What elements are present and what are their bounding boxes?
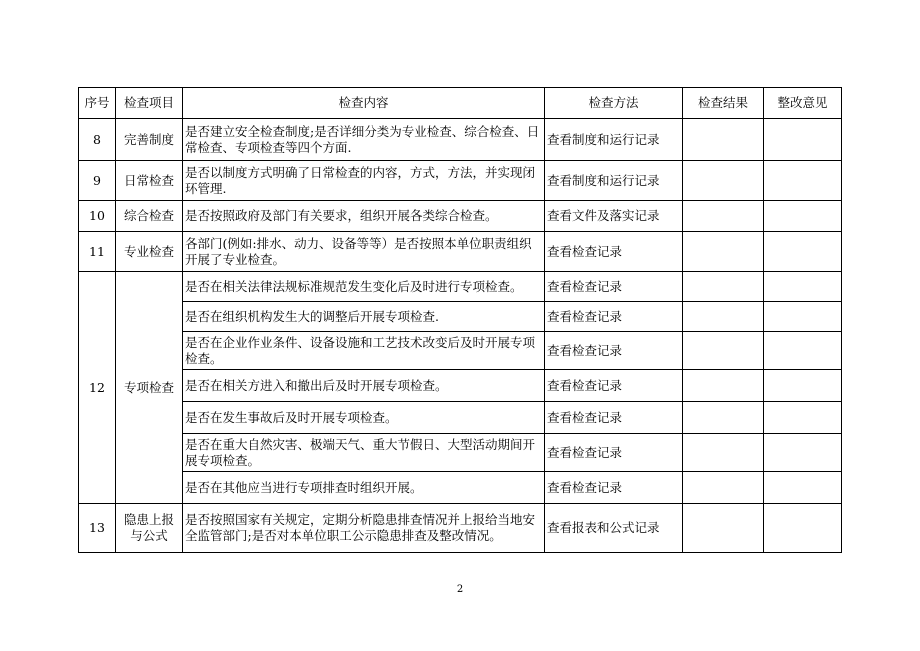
header-no: 序号 — [79, 88, 116, 119]
result-cell[interactable] — [683, 402, 764, 434]
row-content: 是否按照国家有关规定，定期分析隐患排查情况并上报给当地安全监管部门;是否对本单位职工公示隐患排查及整改情况。 — [183, 504, 545, 553]
table-row — [79, 370, 842, 402]
row-method: 查看检查记录 — [545, 402, 683, 434]
row-number: 10 — [79, 201, 116, 232]
table-row — [79, 119, 842, 161]
rectify-cell[interactable] — [764, 402, 842, 434]
row-item: 专业检查 — [116, 232, 183, 272]
result-cell[interactable] — [683, 434, 764, 472]
row-item: 综合检查 — [116, 201, 183, 232]
result-cell[interactable] — [683, 161, 764, 201]
row-content: 是否在相关法律法规标准规范发生变化后及时进行专项检查。 — [183, 272, 545, 302]
header-content: 检查内容 — [183, 88, 545, 119]
result-cell[interactable] — [683, 332, 764, 370]
table-row — [79, 161, 842, 201]
row-method: 查看检查记录 — [545, 272, 683, 302]
row-content: 各部门(例如:排水、动力、设备等等）是否按照本单位职责组织开展了专业检查。 — [183, 232, 545, 272]
result-cell[interactable] — [683, 232, 764, 272]
table-row — [79, 504, 842, 553]
row-method: 查看检查记录 — [545, 302, 683, 332]
row-content: 是否在相关方进入和撤出后及时开展专项检查。 — [183, 370, 545, 402]
table-row — [79, 434, 842, 472]
rectify-cell[interactable] — [764, 370, 842, 402]
table-row — [79, 402, 842, 434]
rectify-cell[interactable] — [764, 332, 842, 370]
row-number: 13 — [79, 504, 116, 553]
result-cell[interactable] — [683, 302, 764, 332]
row-content: 是否在发生事故后及时开展专项检查。 — [183, 402, 545, 434]
page-number: 2 — [456, 584, 464, 595]
result-cell[interactable] — [683, 272, 764, 302]
inspection-table — [78, 87, 842, 553]
row-number: 12 — [79, 272, 116, 504]
row-number: 8 — [79, 119, 116, 161]
row-content: 是否在其他应当进行专项排查时组织开展。 — [183, 472, 545, 504]
header-result: 检查结果 — [683, 88, 764, 119]
row-item: 专项检查 — [116, 272, 183, 504]
header-method: 检查方法 — [545, 88, 683, 119]
row-method: 查看检查记录 — [545, 232, 683, 272]
result-cell[interactable] — [683, 504, 764, 553]
table-row — [79, 272, 842, 302]
row-item: 完善制度 — [116, 119, 183, 161]
table-row — [79, 332, 842, 370]
header-row — [79, 88, 842, 119]
row-content: 是否建立安全检查制度;是否详细分类为专业检查、综合检查、日常检查、专项检查等四个方面. — [183, 119, 545, 161]
rectify-cell[interactable] — [764, 272, 842, 302]
row-method: 查看文件及落实记录 — [545, 201, 683, 232]
row-method: 查看检查记录 — [545, 370, 683, 402]
rectify-cell[interactable] — [764, 201, 842, 232]
row-content: 是否以制度方式明确了日常检查的内容，方式，方法，并实现闭环管理. — [183, 161, 545, 201]
result-cell[interactable] — [683, 472, 764, 504]
table-row — [79, 232, 842, 272]
row-method: 查看检查记录 — [545, 332, 683, 370]
row-content: 是否在企业作业条件、设备设施和工艺技术改变后及时开展专项检查。 — [183, 332, 545, 370]
row-method: 查看检查记录 — [545, 434, 683, 472]
rectify-cell[interactable] — [764, 161, 842, 201]
table-row — [79, 472, 842, 504]
table-row — [79, 201, 842, 232]
result-cell[interactable] — [683, 370, 764, 402]
rectify-cell[interactable] — [764, 504, 842, 553]
rectify-cell[interactable] — [764, 232, 842, 272]
row-method: 查看制度和运行记录 — [545, 119, 683, 161]
row-content: 是否按照政府及部门有关要求，组织开展各类综合检查。 — [183, 201, 545, 232]
rectify-cell[interactable] — [764, 302, 842, 332]
header-rectify: 整改意见 — [764, 88, 842, 119]
row-number: 9 — [79, 161, 116, 201]
rectify-cell[interactable] — [764, 472, 842, 504]
result-cell[interactable] — [683, 201, 764, 232]
row-method: 查看制度和运行记录 — [545, 161, 683, 201]
rectify-cell[interactable] — [764, 434, 842, 472]
row-method: 查看报表和公式记录 — [545, 504, 683, 553]
row-item: 日常检查 — [116, 161, 183, 201]
row-item: 隐患上报与公式 — [116, 504, 183, 553]
result-cell[interactable] — [683, 119, 764, 161]
table-row — [79, 302, 842, 332]
row-content: 是否在重大自然灾害、极端天气、重大节假日、大型活动期间开展专项检查。 — [183, 434, 545, 472]
header-item: 检查项目 — [116, 88, 183, 119]
row-number: 11 — [79, 232, 116, 272]
row-content: 是否在组织机构发生大的调整后开展专项检查. — [183, 302, 545, 332]
row-method: 查看检查记录 — [545, 472, 683, 504]
rectify-cell[interactable] — [764, 119, 842, 161]
